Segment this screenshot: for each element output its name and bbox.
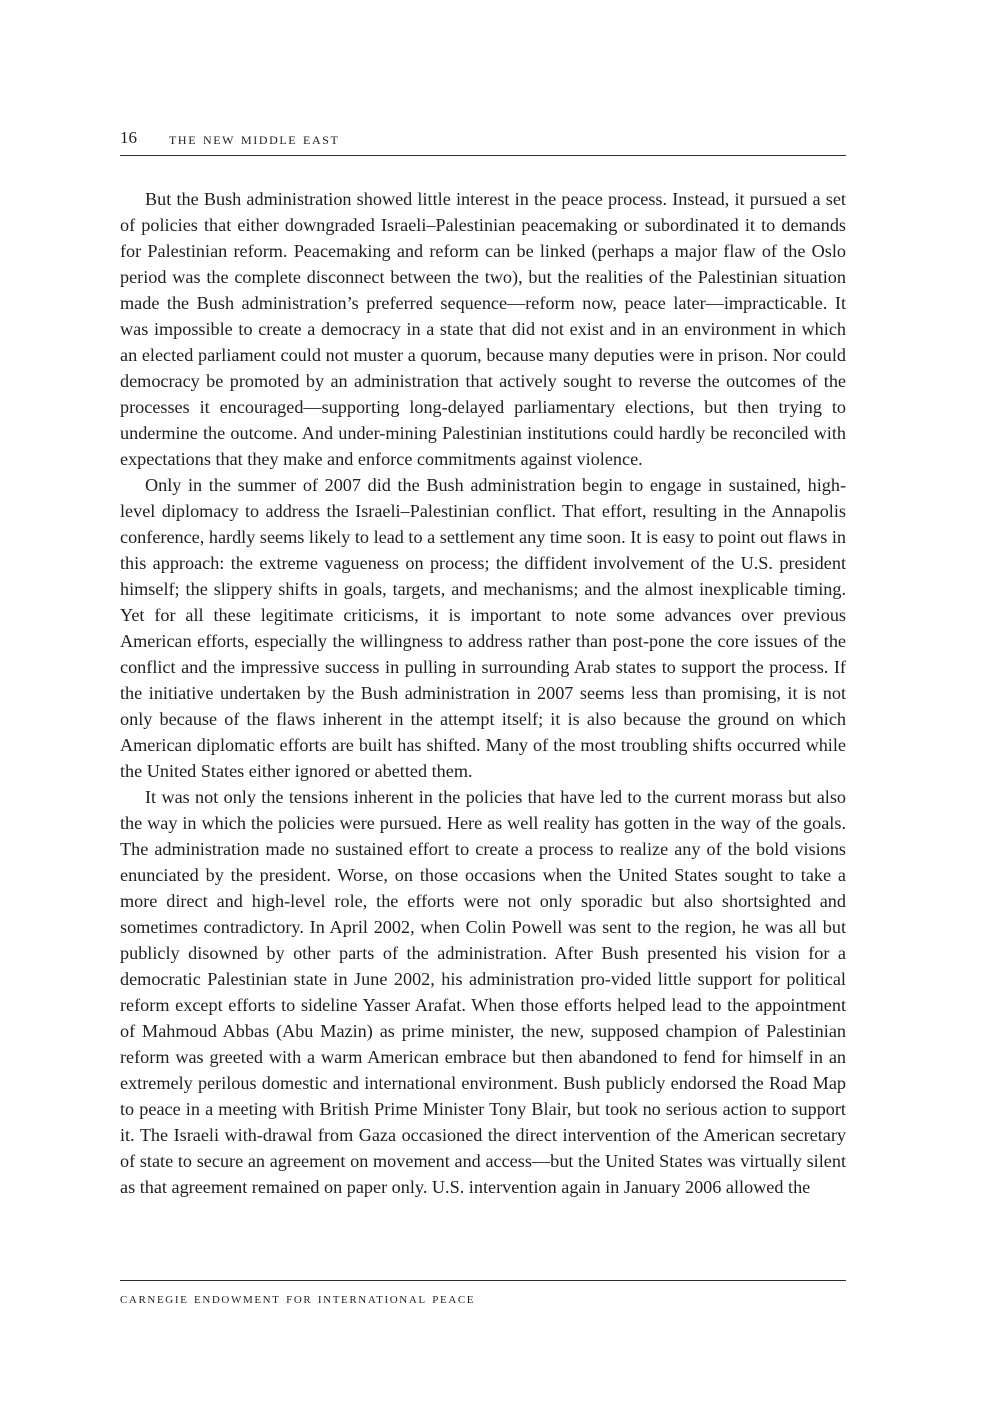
publisher-footer: carnegie endowment for international peace	[120, 1290, 476, 1307]
running-title: the new middle east	[169, 129, 340, 148]
paragraph: But the Bush administration showed little interest in the peace process. Instead, it pursued a set of policies that either downgraded Israeli–Palestinian peacemaking or subordinated it to demands for Palestinian reform. Peacemaking and reform can be linked (perhaps a major flaw of the Oslo period was the complete disconnect between the two), but the realities of the Palestinian situation made the Bush administration’s preferred sequence—reform now, peace later—impracticable. It was impossible to create a democracy in a state that did not exist and in an environment in which an elected parliament could not muster a quorum, because many deputies were in prison. Nor could democracy be promoted by an administration that actively sought to reverse the outcomes of the processes it encouraged—supporting long-delayed parliamentary elections, but then trying to undermine the outcome. And under-mining Palestinian institutions could hardly be reconciled with expectations that they make and enforce commitments against violence.	[120, 189, 846, 469]
body-text	[120, 186, 846, 1200]
paragraph: Only in the summer of 2007 did the Bush administration begin to engage in sustained, high-level diplomacy to address the Israeli–Palestinian conflict. That effort, resulting in the Annapolis conference, hardly seems likely to lead to a settlement any time soon. It is easy to point out flaws in this approach: the extreme vagueness on process; the diffident involvement of the U.S. president himself; the slippery shifts in goals, targets, and mechanisms; and the almost inexplicable timing. Yet for all these legitimate criticisms, it is important to note some advances over previous American efforts, especially the willingness to address rather than post-pone the core issues of the conflict and the impressive success in pulling in surrounding Arab states to support the process. If the initiative undertaken by the Bush administration in 2007 seems less than promising, it is not only because of the flaws inherent in the attempt itself; it is also because the ground on which American diplomatic efforts are built has shifted. Many of the most troubling shifts occurred while the United States either ignored or abetted them.	[120, 475, 846, 781]
paragraph: It was not only the tensions inherent in the policies that have led to the current morass but also the way in which the policies were pursued. Here as well reality has gotten in the way of the goals. The administration made no sustained effort to create a process to realize any of the bold visions enunciated by the president. Worse, on those occasions when the United States sought to take a more direct and high-level role, the efforts were not only sporadic but also shortsighted and sometimes contradictory. In April 2002, when Colin Powell was sent to the region, he was all but publicly disowned by other parts of the administration. After Bush presented his vision for a democratic Palestinian state in June 2002, his administration pro-vided little support for political reform except efforts to sideline Yasser Arafat. When those efforts helped lead to the appointment of Mahmoud Abbas (Abu Mazin) as prime minister, the new, supposed champion of Palestinian reform was greeted with a warm American embrace but then abandoned to fend for himself in an extremely perilous domestic and international environment. Bush publicly endorsed the Road Map to peace in a meeting with British Prime Minister Tony Blair, but took no serious action to support it. The Israeli with-drawal from Gaza occasioned the direct intervention of the American secretary of state to secure an agreement on movement and access—but the United States was virtually silent as that agreement remained on paper only. U.S. intervention again in January 2006 allowed the	[120, 787, 846, 1197]
running-header	[120, 128, 846, 152]
page-number: 16	[120, 128, 137, 147]
header-rule	[120, 155, 846, 156]
footer-rule	[120, 1280, 846, 1281]
